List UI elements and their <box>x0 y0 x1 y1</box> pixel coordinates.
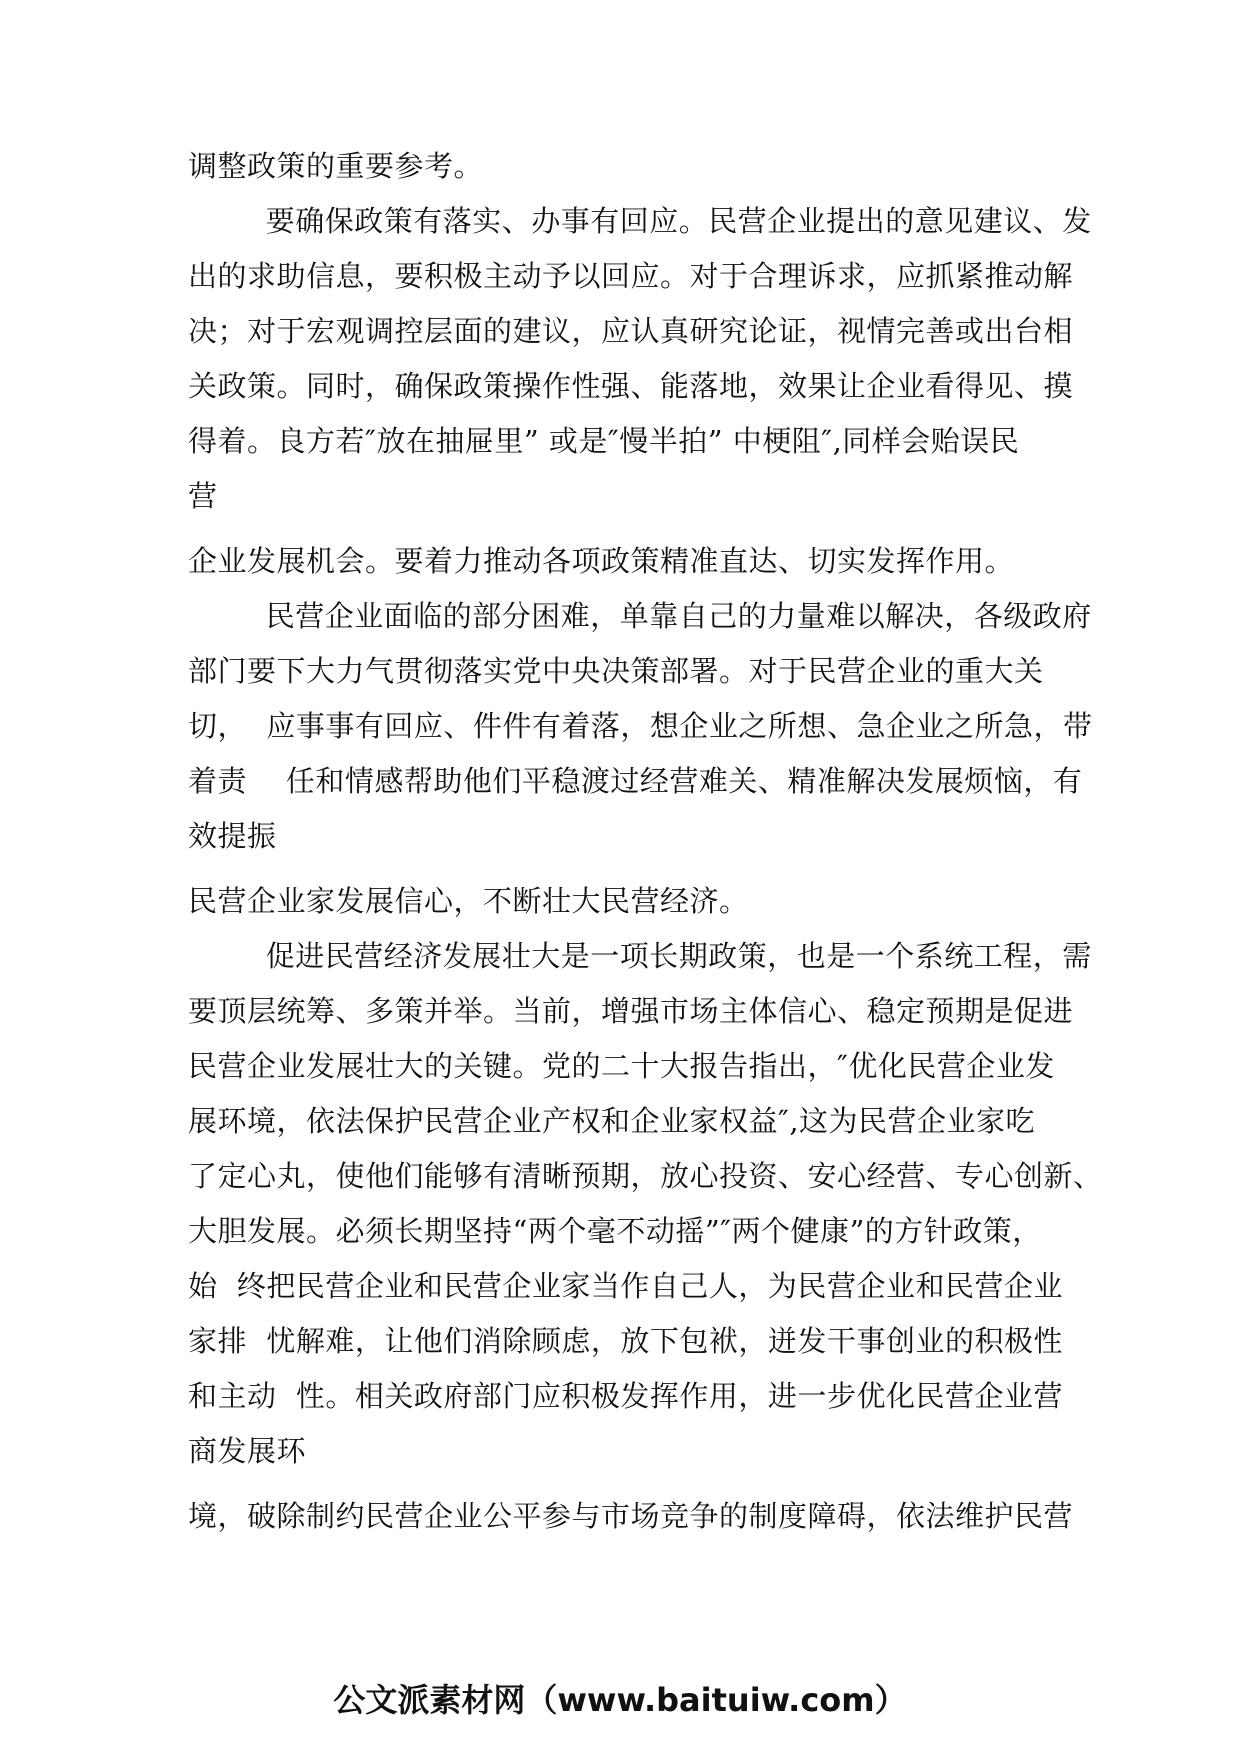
text-line: 着责 任和情感帮助他们平稳渡过经营难关、精准解决发展烦恼，有 <box>188 764 1083 798</box>
footer-source-text: 公文派素材网（www.baituiw.com） <box>333 1681 907 1719</box>
text-line: 得着。良方若″放在抽屉里” 或是″慢半拍” 中梗阻″,同样会贻误民 <box>188 424 1020 458</box>
text-line: 大胆发展。必须长期坚持“两个毫不动摇”″两个健康”的方针政策， <box>188 1214 1042 1248</box>
text-line: 境，破除制约民营企业公平参与市场竞争的制度障碍，依法维护民营 <box>188 1499 1074 1533</box>
text-line: 要确保政策有落实、办事有回应。民营企业提出的意见建议、发 <box>188 204 1092 238</box>
text-line: 展环境，依法保护民营企业产权和企业家权益″,这为民营企业家吃 <box>188 1104 1036 1138</box>
text-line: 出的求助信息，要积极主动予以回应。对于合理诉求，应抓紧推动解 <box>188 259 1074 293</box>
text-line: 营 <box>188 479 218 513</box>
text-line: 关政策。同时，确保政策操作性强、能落地，效果让企业看得见、摸 <box>188 369 1074 403</box>
text-line: 部门要下大力气贯彻落实党中央决策部署。对于民营企业的重大关 <box>188 654 1044 688</box>
text-line: 民营企业家发展信心，不断壮大民营经济。 <box>188 884 749 918</box>
text-line: 家排 忧解难，让他们消除顾虑，放下包袱，迸发干事创业的积极性 <box>188 1324 1063 1358</box>
text-line: 调整政策的重要参考。 <box>188 149 484 183</box>
text-line: 促进民营经济发展壮大是一项长期政策，也是一个系统工程，需 <box>188 939 1092 973</box>
text-line: 商发展环 <box>188 1434 307 1468</box>
text-line: 企业发展机会。要着力推动各项政策精准直达、切实发挥作用。 <box>188 544 1015 578</box>
text-line: 了定心丸，使他们能够有清晰预期，放心投资、安心经营、专心创新、 <box>188 1159 1103 1193</box>
text-line: 要顶层统筹、多策并举。当前，增强市场主体信心、稳定预期是促进 <box>188 994 1074 1028</box>
text-line: 和主动 性。相关政府部门应积极发挥作用，进一步优化民营企业营 <box>188 1379 1063 1413</box>
text-line: 民营企业面临的部分困难，单靠自己的力量难以解决，各级政府 <box>188 599 1092 633</box>
text-line: 效提振 <box>188 819 277 853</box>
text-line: 切， 应事事有回应、件件有着落，想企业之所想、急企业之所急，带 <box>188 709 1093 743</box>
text-line: 决；对于宏观调控层面的建议，应认真研究论证，视情完善或出台相 <box>188 314 1074 348</box>
text-line: 始 终把民营企业和民营企业家当作自己人，为民营企业和民营企业 <box>188 1269 1063 1303</box>
text-line: 民营企业发展壮大的关键。党的二十大报告指出，″优化民营企业发 <box>188 1049 1055 1083</box>
